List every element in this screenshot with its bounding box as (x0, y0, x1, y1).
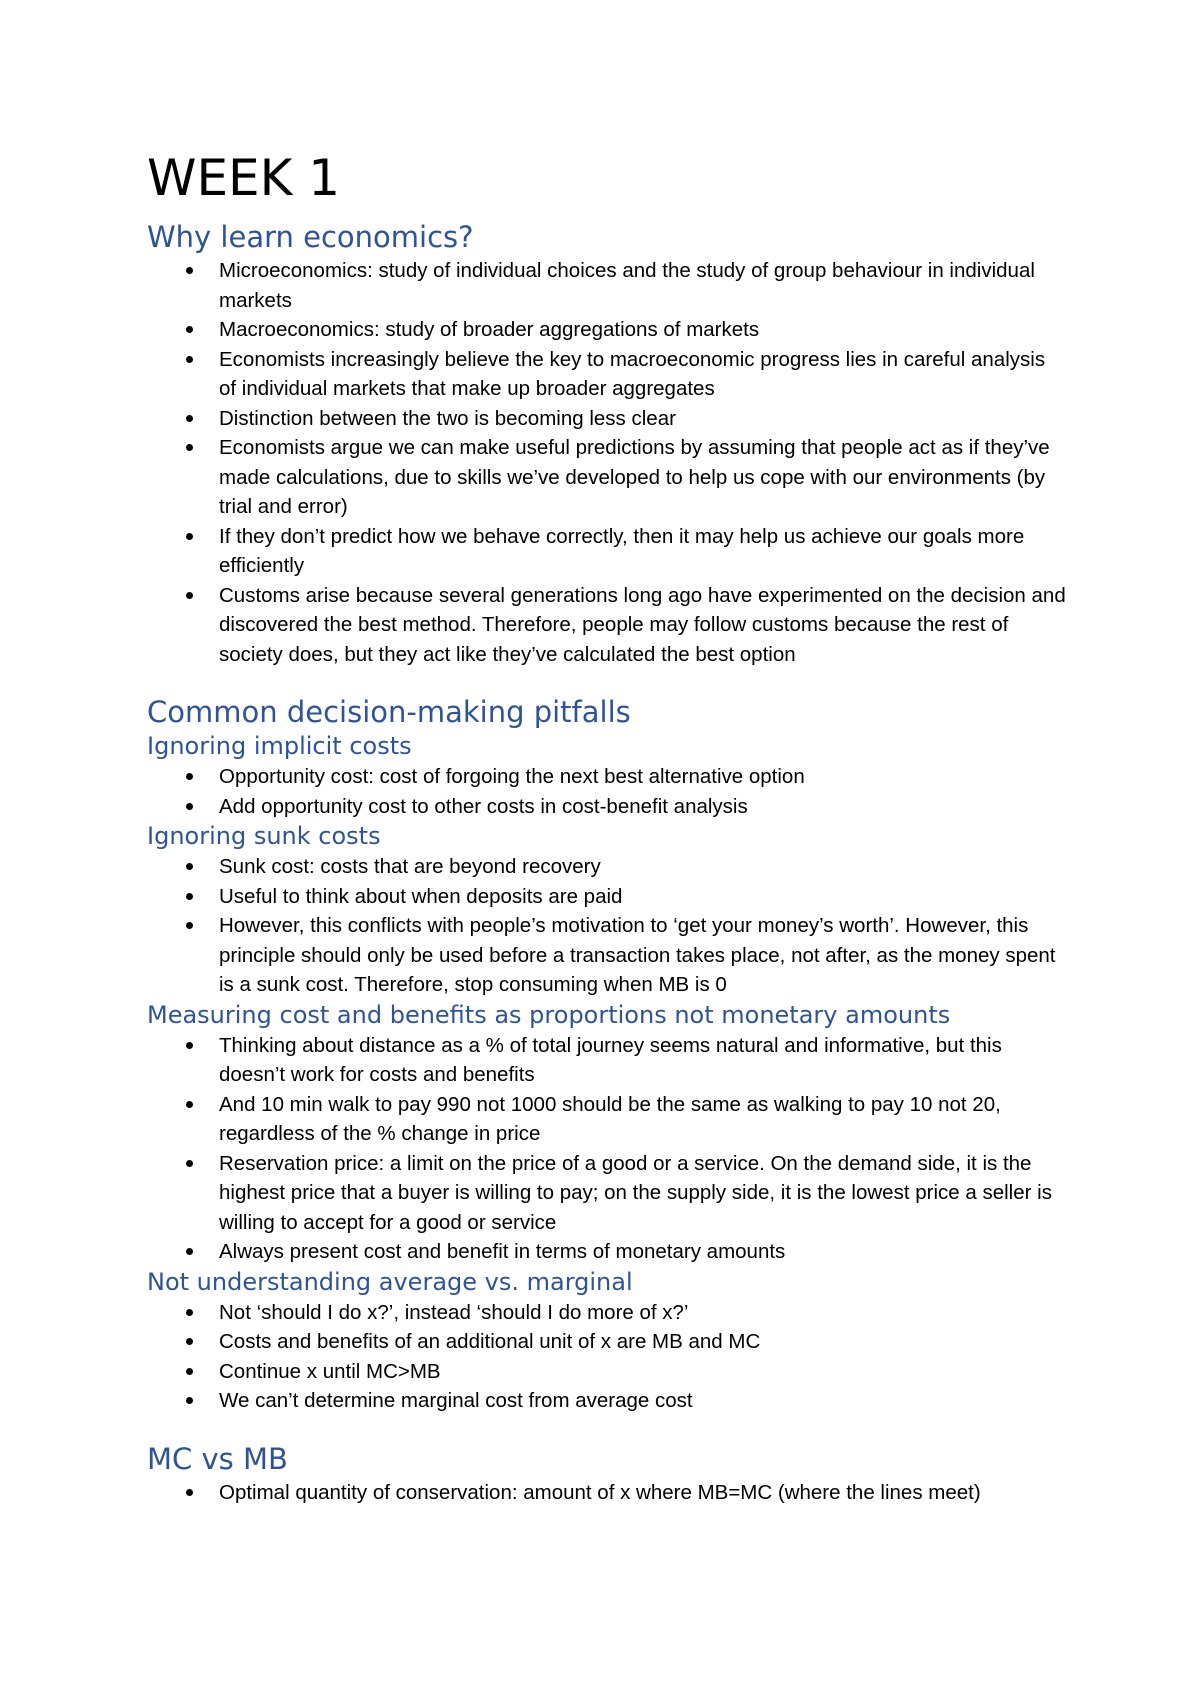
bullet-icon (186, 773, 193, 780)
list-item: Microeconomics: study of individual choices and the study of group behaviour in individual markets (147, 256, 1067, 315)
bullet-list-implicit-costs (147, 762, 1067, 821)
document-page (147, 148, 1067, 1507)
bullet-icon (186, 444, 193, 451)
bullet-icon (186, 533, 193, 540)
section-heading-pitfalls: Common decision-making pitfalls (147, 695, 631, 729)
section-heading-why: Why learn economics? (147, 220, 474, 254)
bullet-icon (186, 863, 193, 870)
bullet-icon (186, 415, 193, 422)
list-item: If they don’t predict how we behave correctly, then it may help us achieve our goals more efficiently (147, 522, 1067, 581)
list-item: Useful to think about when deposits are paid (147, 882, 1067, 912)
list-item: Customs arise because several generations long ago have experimented on the decision and discovered the best method. Therefore, people may follow customs because the rest of society does, but they act like they’ve calculated the best option (147, 581, 1067, 670)
bullet-icon (186, 893, 193, 900)
list-item: Economists argue we can make useful predictions by assuming that people act as if they’ve made calculations, due to skills we’ve developed to help us cope with our environments (by trial and error) (147, 433, 1067, 522)
bullet-icon (186, 1101, 193, 1108)
bullet-icon (186, 1397, 193, 1404)
bullet-icon (186, 356, 193, 363)
list-item: Thinking about distance as a % of total journey seems natural and informative, but this doesn’t work for costs and benefits (147, 1031, 1067, 1090)
subheading-sunk-costs: Ignoring sunk costs (147, 822, 381, 850)
bullet-icon (186, 1309, 193, 1316)
bullet-icon (186, 922, 193, 929)
list-item: Not ‘should I do x?’, instead ‘should I do more of x?’ (147, 1298, 1067, 1328)
list-item: We can’t determine marginal cost from average cost (147, 1386, 1067, 1416)
subheading-implicit-costs: Ignoring implicit costs (147, 732, 412, 760)
list-item: Reservation price: a limit on the price of a good or a service. On the demand side, it is the highest price that a buyer is willing to pay; on the supply side, it is the lowest price a seller is willing to accept for a good or service (147, 1149, 1067, 1238)
subheading-average-vs-marginal: Not understanding average vs. marginal (147, 1267, 633, 1296)
bullet-icon (186, 267, 193, 274)
section-heading-mc-vs-mb: MC vs MB (147, 1441, 288, 1476)
bullet-icon (186, 1338, 193, 1345)
list-item: Distinction between the two is becoming less clear (147, 404, 1067, 434)
bullet-icon (186, 1368, 193, 1375)
list-item: However, this conflicts with people’s motivation to ‘get your money’s worth’. However, this principle should only be used before a transaction takes place, not after, as the money spent is a sunk cost. Therefore, stop consuming when MB is 0 (147, 911, 1067, 1000)
list-item: Macroeconomics: study of broader aggregations of markets (147, 315, 1067, 345)
bullet-list-sunk-costs (147, 852, 1067, 1000)
list-item: Opportunity cost: cost of forgoing the next best alternative option (147, 762, 1067, 792)
list-item: Always present cost and benefit in terms of monetary amounts (147, 1237, 1067, 1267)
list-item: Sunk cost: costs that are beyond recovery (147, 852, 1067, 882)
list-item: Continue x until MC>MB (147, 1357, 1067, 1387)
bullet-icon (186, 592, 193, 599)
bullet-icon (186, 326, 193, 333)
subheading-proportions: Measuring cost and benefits as proportions not monetary amounts (147, 1000, 951, 1029)
list-item: Optimal quantity of conservation: amount of x where MB=MC (where the lines meet) (147, 1478, 1067, 1508)
bullet-icon (186, 803, 193, 810)
list-item: And 10 min walk to pay 990 not 1000 should be the same as walking to pay 10 not 20, regardless of the % change in price (147, 1090, 1067, 1149)
bullet-list-proportions (147, 1031, 1067, 1267)
bullet-list-mc-vs-mb (147, 1478, 1067, 1508)
list-item: Costs and benefits of an additional unit of x are MB and MC (147, 1327, 1067, 1357)
page-title: WEEK 1 (147, 149, 341, 207)
list-item: Economists increasingly believe the key to macroeconomic progress lies in careful analysis of individual markets that make up broader aggregates (147, 345, 1067, 404)
bullet-icon (186, 1489, 193, 1496)
bullet-list-average-vs-marginal (147, 1298, 1067, 1416)
bullet-icon (186, 1042, 193, 1049)
bullet-list-why (147, 256, 1067, 669)
bullet-icon (186, 1248, 193, 1255)
bullet-icon (186, 1160, 193, 1167)
list-item: Add opportunity cost to other costs in cost-benefit analysis (147, 792, 1067, 822)
